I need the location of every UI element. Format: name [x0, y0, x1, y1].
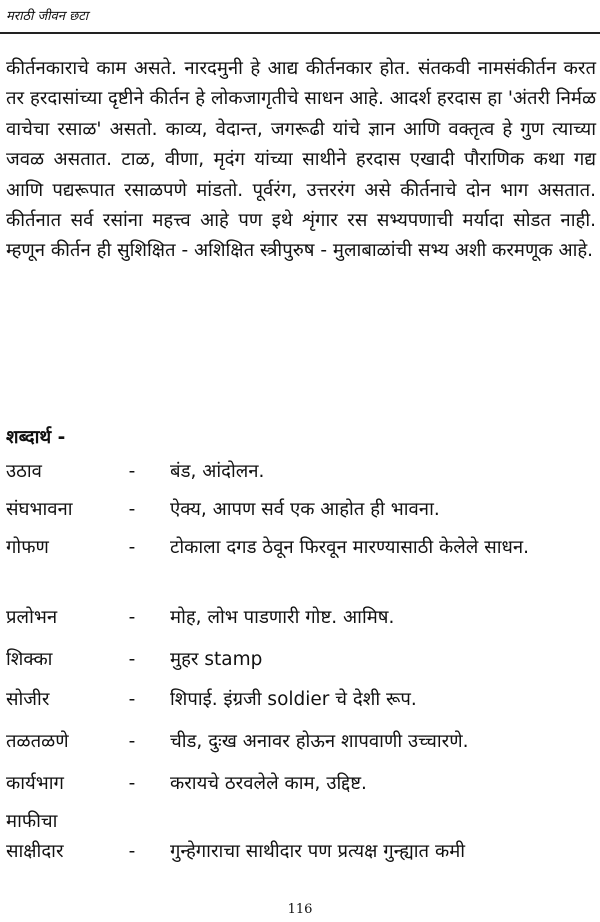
glossary-dash: -: [128, 841, 136, 862]
glossary-term: संघभावना: [6, 499, 73, 520]
glossary-entry: [0, 458, 600, 496]
glossary-meaning: चीड, दुःख अनावर होऊन शापवाणी उच्चारणे.: [170, 731, 469, 752]
glossary-list: [0, 458, 600, 872]
glossary-entry: [0, 728, 600, 770]
glossary-meaning: गुन्हेगाराचा साथीदार पण प्रत्यक्ष गुन्ह्यात कमी: [170, 841, 466, 862]
glossary-term: कार्यभाग: [6, 773, 64, 794]
header-rule: [0, 32, 600, 34]
glossary-term: गोफण: [6, 537, 49, 558]
running-header: मराठी जीवन छटा: [6, 9, 89, 24]
glossary-meaning: शिपाई. इंग्रजी soldier चे देशी रूप.: [170, 689, 417, 710]
glossary-entry: [0, 496, 600, 534]
glossary-term: माफीचा: [6, 811, 58, 832]
body-paragraph: कीर्तनकाराचे काम असते. नारदमुनी हे आद्य कीर्तनकार होत. संतकवी नामसंकीर्तन करत तर हरदासांच्या दृष्टीने कीर्तन हे लोकजागृतीचे साधन आहे. आदर्श हरदास हा 'अंतरी निर्मळ वाचेचा रसाळ' असतो. काव्य, वेदान्त, जगरूढी यांचे ज्ञान आणि वक्तृत्व हे गुण त्याच्या जवळ असतात. टाळ, वीणा, मृदंग यांच्या साथीने हरदास एखादी पौराणिक कथा गद्य आणि पद्यरूपात रसाळपणे मांडतो. पूर्वरंग, उत्तररंग असे कीर्तनाचे दोन भाग असतात. कीर्तनात सर्व रसांना महत्त्व आहे पण इथे शृंगार रस सभ्यपणाची मर्यादा सोडत नाही. म्हणून कीर्तन ही सुशिक्षित - अशिक्षित स्त्रीपुरुष - मुलाबाळांची सभ्य अशी करमणूक आहे.: [6, 58, 597, 262]
glossary-dash: -: [128, 499, 136, 520]
glossary-term: उठाव: [6, 461, 42, 482]
glossary-dash: -: [128, 607, 136, 628]
glossary-meaning: मुहर stamp: [170, 649, 263, 670]
glossary-meaning: मोह, लोभ पाडणारी गोष्ट. आमिष.: [170, 607, 395, 628]
glossary-term: तळतळणे: [6, 731, 69, 752]
glossary-term: साक्षीदार: [6, 841, 64, 862]
glossary-entry: [0, 686, 600, 728]
glossary-entry: [0, 604, 600, 646]
glossary-term: शिक्का: [6, 649, 53, 670]
glossary-meaning: ऐक्य, आपण सर्व एक आहोत ही भावना.: [170, 499, 440, 520]
glossary-dash: -: [128, 689, 136, 710]
glossary-dash: -: [128, 537, 136, 558]
glossary-entry: [0, 838, 600, 872]
glossary-entry: [0, 770, 600, 808]
glossary-dash: -: [128, 731, 136, 752]
glossary-dash: -: [128, 461, 136, 482]
glossary-term: प्रलोभन: [6, 607, 58, 628]
glossary-entry: [0, 646, 600, 686]
glossary-entry: [0, 534, 600, 604]
glossary-dash: -: [128, 649, 136, 670]
glossary-heading: शब्दार्थ -: [6, 427, 66, 448]
glossary-meaning: करायचे ठरवलेले काम, उद्दिष्ट.: [170, 773, 367, 794]
page-number: 116: [287, 902, 313, 917]
glossary-entry: [0, 808, 600, 838]
glossary-meaning: बंड, आंदोलन.: [170, 461, 265, 482]
glossary-meaning: टोकाला दगड ठेवून फिरवून मारण्यासाठी केलेले साधन.: [170, 537, 530, 558]
glossary-dash: -: [128, 773, 136, 794]
glossary-term: सोजीर: [6, 689, 50, 710]
